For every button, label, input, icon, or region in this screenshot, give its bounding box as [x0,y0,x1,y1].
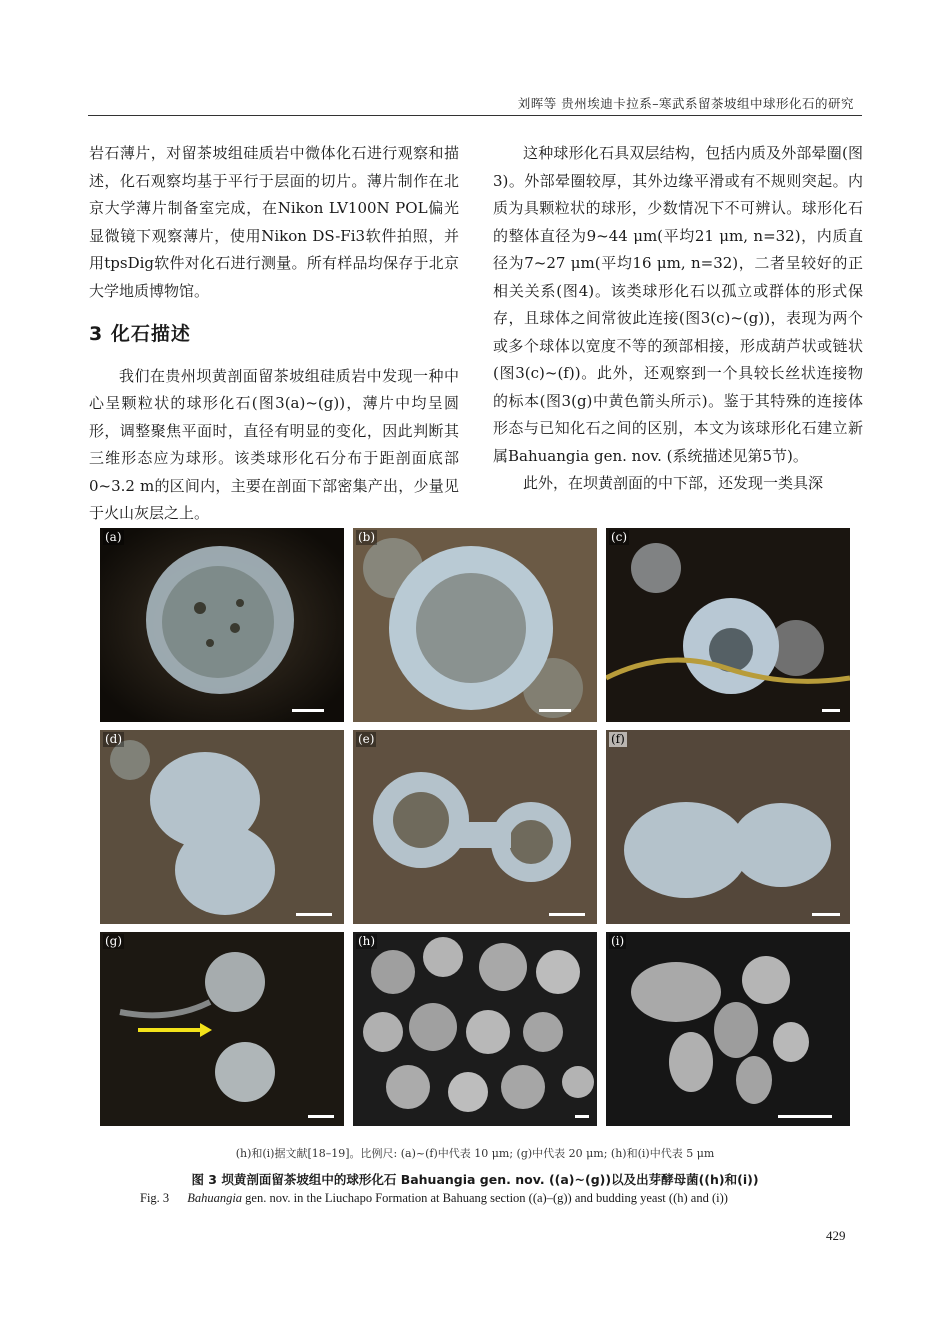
running-title: 刘晖等 贵州埃迪卡拉系–寒武系留茶坡组中球形化石的研究 [517,96,854,111]
figure-number: Fig. 3 [140,1191,170,1205]
panel-label: (h) [358,934,376,948]
panel-label: (a) [105,530,122,544]
paragraph: 岩石薄片，对留茶坡组硅质岩中微体化石进行观察和描述，化石观察均基于平行于层面的切片。薄片制作在北京大学薄片制备室完成，在Nikon LV100N POL偏光显微镜下观察薄片，使用Nikon DS-Fi3软件拍照，并用tpsDig软件对化石进行测量。所有样品均保存于北京大学地质博物馆。 [89,144,459,300]
figure-note: (h)和(i)据文献[18–19]。比例尺: (a)~(f)中代表 10 μm; (g)中代表 20 μm; (h)和(i)中代表 5 μm [235,1147,715,1160]
paragraph: 这种球形化石具双层结构，包括内质及外部晕圈(图3)。外部晕圈较厚，其外边缘平滑或有不规则突起。内质为具颗粒状的球形，少数情况下不可辨认。球形化石的整体直径为9~44 μm(平均21 μm, n=32)，内质直径为7~27 μm(平均16 μm, n=32)，二者呈较好的正相关关系(图4)。该类球形化石以孤立或群体的形式保存，且球体之间常彼此连接(图3(c)~(g))，表现为两个或多个球体以宽度不等的颈部相接，形成葫芦状或链状(图3(c)~(f))。此外，还观察到一个具较长丝状连接物的标本(图3(g)中黄色箭头所示)。鉴于其特殊的连接体形态与已知化石之间的区别，本文为该球形化石建立新属Bahuangia gen. nov. (系统描述见第5节)。 [493,144,863,465]
genus-name: Bahuangia [187,1191,243,1205]
panel-b [353,528,597,722]
figure-caption-cn: 图 3 坝黄剖面留茶坡组中的球形化石 Bahuangia gen. nov. ((a)~(g))以及出芽酵母菌((h)和(i)) [191,1172,759,1187]
panel-label: (e) [358,732,375,746]
panel-a [100,528,344,722]
left-column [89,140,459,528]
panel-i [606,932,850,1126]
panel-label: (d) [105,732,123,746]
figure-caption-en [140,1191,840,1206]
right-column [493,140,863,498]
section-heading: 3 化石描述 [89,323,191,345]
panel-label: (c) [611,530,628,544]
panel-label: (f) [611,732,625,746]
panel-e [353,730,597,924]
page-number: 429 [826,1228,846,1243]
panel-label: (g) [105,934,123,948]
panel-label: (i) [611,934,625,948]
panel-c [606,528,850,722]
figure-3 [100,528,850,1128]
paragraph: 我们在贵州坝黄剖面留茶坡组硅质岩中发现一种中心呈颗粒状的球形化石(图3(a)~(g))，薄片中均呈圆形，调整聚焦平面时，直径有明显的变化，因此判断其三维形态应为球形。该类球形化石分布于距剖面底部0~3.2 m的区间内，主要在剖面下部密集产出，少量见于火山灰层之上。 [89,366,459,522]
panel-d [100,730,344,924]
panel-g [100,932,344,1126]
running-head [88,94,862,116]
caption-text: gen. nov. in the Liuchapo Formation at Bahuang section ((a)–(g)) and budding yeast ((h) and (i)) [242,1191,728,1205]
panel-f [606,730,850,924]
panel-label: (b) [358,530,376,544]
paragraph: 此外，在坝黄剖面的中下部，还发现一类具深 [523,474,824,492]
panel-h [353,932,597,1126]
